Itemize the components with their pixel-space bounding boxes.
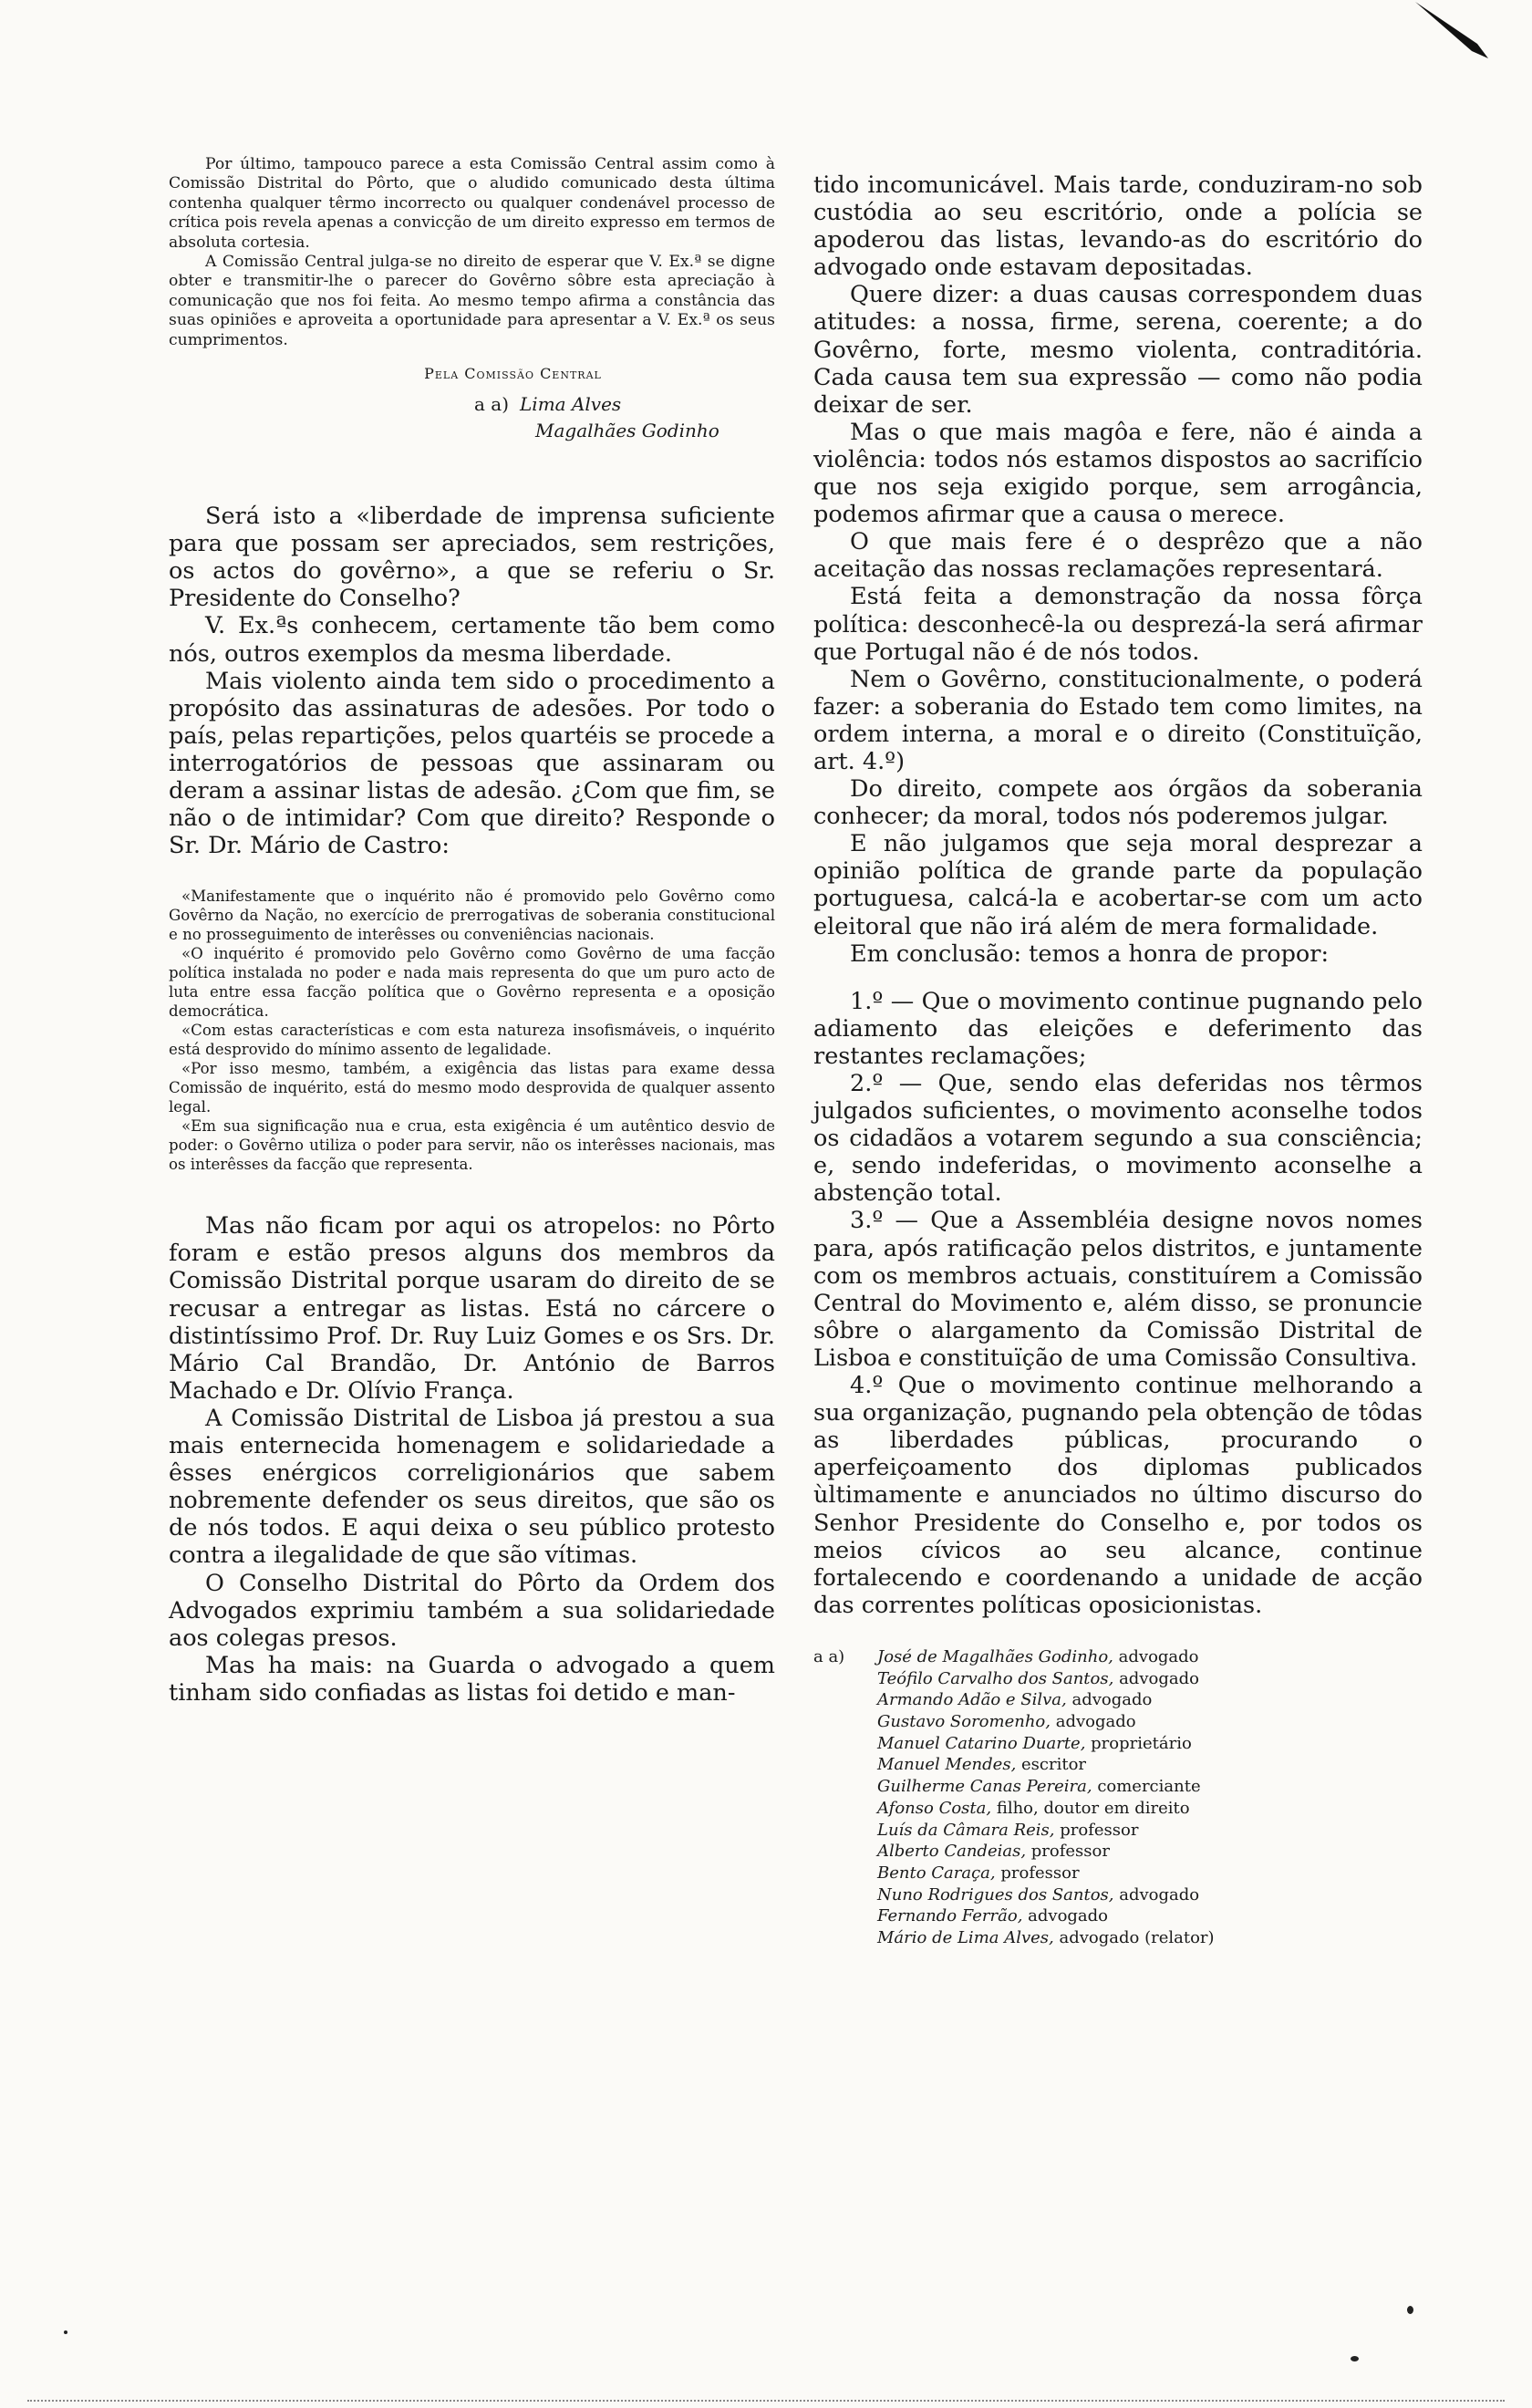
proposal-item: 4.º Que o movimento continue melhorando a sua organização, pugnando pela obtenção de tôdas as liberdades públicas, procurando o aperfeiçoamento dos diplomas publicados ùltimamente e anunciados no último discurso do Senhor Presidente do Conselho e, por todos os meios cívicos ao seu alcance, continue fortalecendo e coordenando a unidade de acção das correntes políticas oposicionistas. [813,1372,1423,1619]
signatory [877,1668,1423,1690]
signatory-name: Manuel Catarino Duarte, [877,1733,1086,1753]
signatory-name: Armando Adão e Silva, [877,1690,1067,1710]
signatory-name: Mário de Lima Alves, [877,1928,1054,1948]
body-paragraph: Mas o que mais magôa e fere, não é ainda a violência: todos nós estamos dispostos ao sacrifício que nos seja exigido porque, sem arrogância, podemos afirmar que a causa o merece. [813,418,1423,529]
letter-paragraph: A Comissão Central julga-se no direito de esperar que V. Ex.ª se digne obter e transmitir-lhe o parecer do Govêrno sôbre esta apreciação à comunicação que nos foi feita. Ao mesmo tempo afirma a constância das suas opiniões e aproveita a oportunidade para apresentar a V. Ex.ª os seus cumprimentos. [169,253,775,349]
signatory-name: Bento Caraça, [877,1863,996,1883]
signoff-name: Magalhães Godinho [535,420,719,442]
body-paragraph: Do direito, compete aos órgãos da soberania conhecer; da moral, todos nós poderemos julgar. [813,775,1423,831]
signatory [877,1776,1423,1798]
signatory-role: escritor [1016,1755,1087,1775]
body-paragraph: Em conclusão: temos a honra de propor: [850,939,1330,968]
signatories-entries [877,1646,1423,1949]
signatory [877,1820,1423,1842]
quote-paragraph: «Manifestamente que o inquérito não é promovido pelo Govêrno como Govêrno da Nação, no exercício de prerrogativas de soberania constitucional e no prosseguimento de interêsses ou conveniências nacionais. [169,887,775,944]
signatory-name: Fernando Ferrão, [877,1906,1023,1926]
signatory-role: comerciante [1092,1777,1201,1797]
body-paragraph: Quere dizer: a duas causas correspondem duas atitudes: a nossa, firme, serena, coerente; a do Govêrno, forte, mesmo violenta, contraditória. Cada causa tem sua expressão — como não podia deixar de ser. [813,281,1423,419]
body-paragraph: Mais violento ainda tem sido o procedimento a propósito das assinaturas de adesões. Por todo o país, pelas repartições, pelos quartéis se procede a interrogatórios de pessoas que assinaram ou deram a assinar listas de adesão. ¿Com que fim, se não o de intimidar? Com que direito? Responde o Sr. Dr. Mário de Castro: [169,667,775,860]
signatory-role: proprietário [1085,1733,1192,1753]
quote-paragraph: «Por isso mesmo, também, a exigência das listas para exame dessa Comissão de inquérito, está do mesmo modo desprovida de qualquer assento legal. [169,1060,775,1116]
body-paragraph: O Conselho Distrital do Pôrto da Ordem dos Advogados exprimiu também a sua solidariedade aos colegas presos. [169,1569,775,1652]
body-paragraph: Será isto a «liberdade de imprensa suficiente para que possam ser apreciados, sem restrições, os actos do govêrno», a que se referiu o Sr. Presidente do Conselho? [169,503,775,613]
signatory-name: Luís da Câmara Reis, [877,1820,1055,1840]
signatory [877,1927,1423,1949]
proposal-item: 2.º — Que, sendo elas deferidas nos têrmos julgados suficientes, o movimento aconselhe todos os cidadãos a votarem segundo a sua consciência; e, sendo indeferidas, o movimento aconselhe a abstenção total. [813,1070,1423,1208]
signatory-role: advogado [1022,1906,1109,1926]
signatory [877,1733,1423,1755]
signatory-name: Guilherme Canas Pereira, [877,1777,1092,1797]
print-speck [64,2330,67,2334]
body-paragraph: Nem o Govêrno, constitucionalmente, o poderá fazer: a soberania do Estado tem como limites, na ordem interna, a moral e o direito (Constituïção, art. 4.º) [813,665,1423,775]
signatory [877,1863,1423,1884]
body-paragraph: A Comissão Distrital de Lisboa já prestou a sua mais enternecida homenagem e solidariedade a êsses enérgicos correligionários que sabem nobremente defender os seus direitos, que são os de nós todos. E aqui deixa o seu público protesto contra a ilegalidade de que são vítimas. [169,1404,775,1570]
signatory-role: advogado [1113,1646,1199,1666]
body-paragraph: Está feita a demonstração da nossa fôrça política: desconhecê-la ou desprezá-la será afirmar que Portugal não é de nós todos. [813,583,1423,666]
signatory [877,1884,1423,1906]
signatory-name: Manuel Mendes, [877,1755,1017,1775]
signatory [877,1798,1423,1820]
signatories-list [813,1646,1423,1949]
quote-paragraph: «O inquérito é promovido pelo Govêrno como Govêrno de uma facção política instalada no poder e nada mais representa do que um puro acto de luta entre essa facção política que o Govêrno representa e a oposição democrática. [169,945,775,1021]
signatory-role: advogado [1050,1711,1136,1731]
signatory-name: Alberto Candeias, [877,1842,1027,1862]
letter-paragraph: Por último, tampouco parece a esta Comissão Central assim como à Comissão Distrital do Pôrto, que o aludido comunicado desta última contenha qualquer têrmo incorrecto ou qualquer condenável processo de crítica pois revela apenas a convicção de um direito expresso em termos de absoluta cortesia. [169,155,775,252]
signatory [877,1841,1423,1863]
signoff-heading: Pela Comissão Central [424,365,602,383]
signatory-name: Gustavo Soromenho, [877,1711,1051,1731]
signatory-role: filho, doutor em direito [991,1798,1190,1818]
quote-paragraph: «Em sua significação nua e crua, esta exigência é um autêntico desvio de poder: o Govêrno utiliza o poder para servir, não os interêsses nacionais, mas os interêsses da facção que representa. [169,1117,775,1174]
signatory-name: Teófilo Carvalho dos Santos, [877,1668,1114,1688]
signatory-name: Afonso Costa, [877,1798,992,1818]
page-edge-rule [27,2400,1505,2403]
signoff-block [474,391,775,444]
signatory [877,1754,1423,1776]
signatory [877,1646,1423,1668]
signatory [877,1689,1423,1711]
signatory-role: advogado [1113,1884,1200,1905]
proposal-item: 1.º — Que o movimento continue pugnando pelo adiamento das eleições e deferimento das restantes reclamações; [813,987,1423,1070]
body-paragraph: E não julgamos que seja moral desprezar a opinião política de grande parte da população portuguesa, calcá-la e acobertar-se com um acto eleitoral que não irá além de mera formalidade. [813,830,1423,940]
signatory-role: professor [1054,1820,1139,1840]
signatory-name: José de Magalhães Godinho, [877,1646,1113,1666]
signatory-role: advogado [1113,1668,1199,1688]
signoff-name: Lima Alves [520,393,622,416]
right-column [813,171,1423,1949]
signatory-name: Nuno Rodrigues dos Santos, [877,1884,1114,1905]
signatory-role: advogado [1066,1690,1153,1710]
signatory-role: professor [1026,1842,1110,1862]
print-speck [1351,2356,1359,2361]
body-paragraph: V. Ex.ªs conhecem, certamente tão bem como nós, outros exemplos da mesma liberdade. [169,612,775,668]
print-speck [1407,2306,1413,2314]
proposal-item: 3.º — Que a Assembléia designe novos nomes para, após ratificação pelos distritos, e juntamente com os membros actuais, constituírem a Comissão Central do Movimento e, além disso, se pronuncie sôbre o alargamento da Comissão Distrital de Lisboa e constituïção de uma Comissão Consultiva. [813,1207,1423,1372]
body-paragraph: tido incomunicável. Mais tarde, conduziram-no sob custódia ao seu escritório, onde a polícia se apoderou das listas, levando-as do escritório do advogado onde estavam depositadas. [813,171,1423,282]
corner-pen-mark [1413,0,1496,64]
signatory [877,1905,1423,1927]
signoff-aa: a a) [474,393,510,416]
signatory [877,1711,1423,1733]
signatory-role: advogado (relator) [1053,1928,1215,1948]
body-paragraph: Mas não ficam por aqui os atropelos: no Pôrto foram e estão presos alguns dos membros da Comissão Distrital porque usaram do direito de se recusar a entregar as listas. Está no cárcere o distintíssimo Prof. Dr. Ruy Luiz Gomes e os Srs. Dr. Mário Cal Brandão, Dr. António de Barros Machado e Dr. Olívio França. [169,1212,775,1405]
signatories-aa: a a) [813,1646,845,1666]
signatory-role: professor [995,1863,1080,1883]
left-column [169,155,775,1707]
quote-paragraph: «Com estas características e com esta natureza insofismáveis, o inquérito está desprovido do mínimo assento de legalidade. [169,1022,775,1059]
body-paragraph: O que mais fere é o desprêzo que a não aceitação das nossas reclamações representará. [813,528,1423,584]
body-paragraph: Mas ha mais: na Guarda o advogado a quem tinham sido confiadas as listas foi detido e man- [169,1651,775,1707]
